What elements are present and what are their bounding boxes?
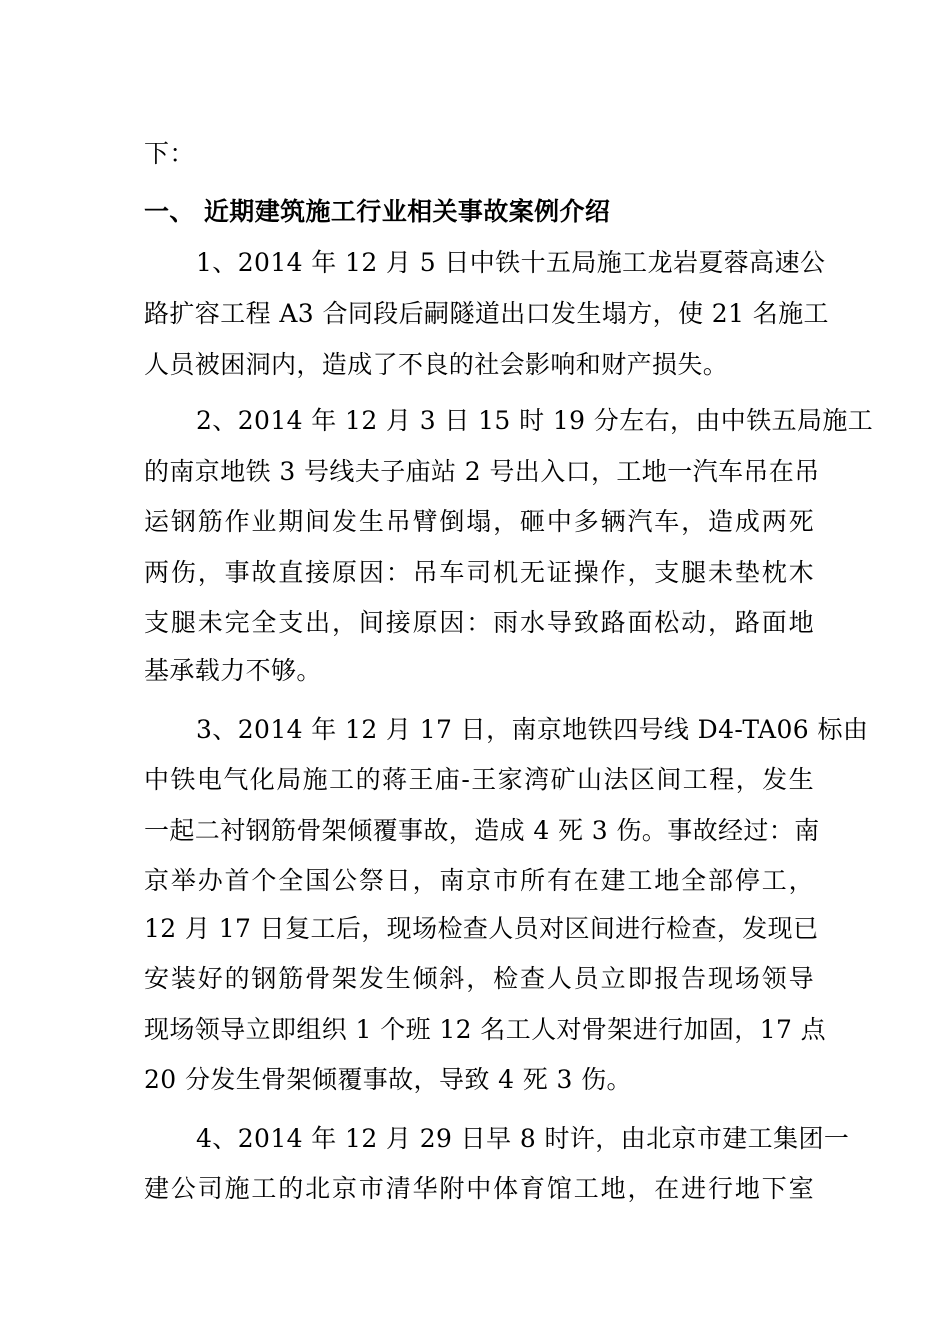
case-2-line-3: 运钢筋作业期间发生吊臂倒塌，砸中多辆汽车，造成两死 xyxy=(144,507,814,536)
case-2-line-4: 两伤，事故直接原因：吊车司机无证操作，支腿未垫枕木 xyxy=(144,558,814,587)
case-3-line-5: 12 月 17 日复工后，现场检查人员对区间进行检查，发现已 xyxy=(144,914,819,943)
case-3-line-7: 现场领导立即组织 1 个班 12 名工人对骨架进行加固，17 点 xyxy=(144,1015,827,1044)
case-2-line-1: 2、2014 年 12 月 3 日 15 时 19 分左右，由中铁五局施工 xyxy=(196,406,874,435)
case-2-line-2: 的南京地铁 3 号线夫子庙站 2 号出入口，工地一汽车吊在吊 xyxy=(144,457,820,486)
intro-fragment: 下： xyxy=(144,139,195,168)
case-3-line-3: 一起二衬钢筋骨架倾覆事故，造成 4 死 3 伤。事故经过：南 xyxy=(144,816,820,845)
section-heading: 一、 近期建筑施工行业相关事故案例介绍 xyxy=(144,197,611,226)
case-3-line-8: 20 分发生骨架倾覆事故，导致 4 死 3 伤。 xyxy=(144,1065,632,1094)
case-2-line-6: 基承载力不够。 xyxy=(144,656,322,685)
case-4-line-1: 4、2014 年 12 月 29 日早 8 时许，由北京市建工集团一 xyxy=(196,1124,850,1153)
case-3-line-4: 京举办首个全国公祭日，南京市所有在建工地全部停工， xyxy=(144,866,814,895)
case-3-line-2: 中铁电气化局施工的蒋王庙-王家湾矿山法区间工程，发生 xyxy=(144,765,814,794)
case-3-line-6: 安装好的钢筋骨架发生倾斜，检查人员立即报告现场领导 xyxy=(144,964,814,993)
case-3-line-1: 3、2014 年 12 月 17 日，南京地铁四号线 D4-TA06 标由 xyxy=(196,715,869,744)
case-1-line-1: 1、2014 年 12 月 5 日中铁十五局施工龙岩夏蓉高速公 xyxy=(196,248,826,277)
case-4-line-2: 建公司施工的北京市清华附中体育馆工地，在进行地下室 xyxy=(144,1174,814,1203)
case-1-line-2: 路扩容工程 A3 合同段后嗣隧道出口发生塌方，使 21 名施工 xyxy=(144,299,829,328)
case-2-line-5: 支腿未完全支出，间接原因：雨水导致路面松动，路面地 xyxy=(144,608,814,637)
case-1-line-3: 人员被困洞内，造成了不良的社会影响和财产损失。 xyxy=(144,350,729,379)
